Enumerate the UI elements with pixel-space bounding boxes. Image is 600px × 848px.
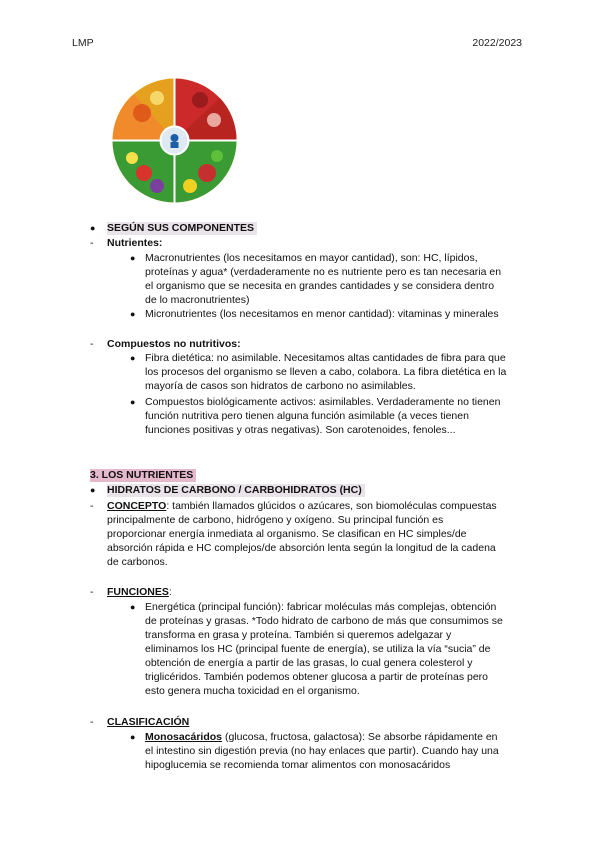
subtitle-hidratos: HIDRATOS DE CARBONO / CARBOHIDRATOS (HC) <box>107 484 365 497</box>
bullet-marker: ● <box>130 397 136 407</box>
bio-line: función nutritiva pero tienen alguna función asimilable (a veces tienen <box>145 410 469 422</box>
concepto-text: : también llamados glúcidos o azúcares, son biomoléculas compuestas <box>166 500 497 512</box>
energetica-line: Energética (principal función): fabricar moléculas más complejas, obtención <box>145 601 497 613</box>
mono-label: Monosacáridos <box>145 731 223 743</box>
header-right: 2022/2023 <box>472 37 522 49</box>
energetica-line: eliminamos los HC (principal fuente de energía), se utiliza la vía “sucia” de <box>145 643 491 655</box>
bullet-marker: ● <box>130 602 136 612</box>
bullet-marker: ● <box>130 732 136 742</box>
nutrientes-label: Nutrientes: <box>107 237 163 249</box>
mono-line: hipoglucemia se recomienda tomar alimentos con monosacáridos <box>145 759 451 771</box>
concepto-first-line <box>107 500 497 513</box>
energetica-line: obtención de energía a partir de las grasas, lo cual genera colesterol y <box>145 657 473 669</box>
food-wheel-icon <box>112 78 237 203</box>
micro-line: Micronutrientes (los necesitamos en menor cantidad): vitaminas y minerales <box>145 308 499 320</box>
bullet-marker: ● <box>130 253 136 263</box>
fibra-line: Fibra dietética: no asimilable. Necesitamos altas cantidades de fibra para que <box>145 352 506 364</box>
mono-line: el intestino sin digestión previa (no hay enlaces que partir). Cuando hay una <box>145 745 499 757</box>
bullet-marker: ● <box>90 223 96 233</box>
dash-marker: - <box>90 500 94 512</box>
bullet-marker: ● <box>130 309 136 319</box>
mono-text: (glucosa, fructosa, galactosa): Se absorbe rápidamente en <box>222 731 498 743</box>
energetica-line: transforma en grasa y proteína. También si queremos adelgazar y <box>145 629 452 641</box>
funciones-colon: : <box>168 586 172 598</box>
energetica-line: de proteínas y grasas. *Todo hidrato de carbono de más que consumimos se <box>145 615 503 627</box>
concepto-line: de carbonos. <box>107 556 168 568</box>
energetica-line: esto genera mucha toxicidad en el organismo. <box>145 685 360 697</box>
dash-marker: - <box>90 237 94 249</box>
fibra-line: mayoría de casos son hidratos de carbono no asimilables. <box>145 380 416 392</box>
mono-first-line <box>145 731 498 744</box>
fibra-line: los procesos del organismo se lleven a cabo, colabora. La fibra dietética en la <box>145 366 507 378</box>
section-title-componentes: SEGÚN SUS COMPONENTES <box>107 222 257 235</box>
macro-line: Macronutrientes (los necesitamos en mayor cantidad), son: HC, lípidos, <box>145 252 478 264</box>
energetica-line: triglicéridos. También podemos obtener glucosa a partir de proteínas pero <box>145 671 489 683</box>
funciones-heading <box>107 586 172 599</box>
bio-line: funciones positivas y otras negativas). Son carotenoides, fenoles... <box>145 424 456 436</box>
bio-line: Compuestos biológicamente activos: asimilables. Verdaderamente no tienen <box>145 396 501 408</box>
concepto-line: proporcionar energía inmediata al organismo. Se clasifican en HC simples/de <box>107 528 467 540</box>
dash-marker: - <box>90 716 94 728</box>
concepto-label: CONCEPTO <box>107 500 167 512</box>
header-left: LMP <box>72 37 94 49</box>
concepto-line: absorción rápida e HC complejos/de absorción lenta según la longitud de la cadena <box>107 542 496 554</box>
macro-line: de lo macronutrientes) <box>145 294 250 306</box>
concepto-line: principalmente de carbono, hidrógeno y oxígeno. Su principal función es <box>107 514 444 526</box>
macro-line: el organismo que se necesita en grandes cantidades y se considera dentro <box>145 280 495 292</box>
section-title-nutrientes: 3. LOS NUTRIENTES <box>90 469 196 482</box>
macro-line: proteínas y agua* (verdaderamente no es nutriente pero es tan necesaria en <box>145 266 502 278</box>
bullet-marker: ● <box>90 485 96 495</box>
funciones-label: FUNCIONES <box>107 586 169 598</box>
compuestos-label: Compuestos no nutritivos: <box>107 338 241 350</box>
dash-marker: - <box>90 586 94 598</box>
dash-marker: - <box>90 338 94 350</box>
bullet-marker: ● <box>130 353 136 363</box>
clasificacion-label: CLASIFICACIÓN <box>107 716 190 728</box>
